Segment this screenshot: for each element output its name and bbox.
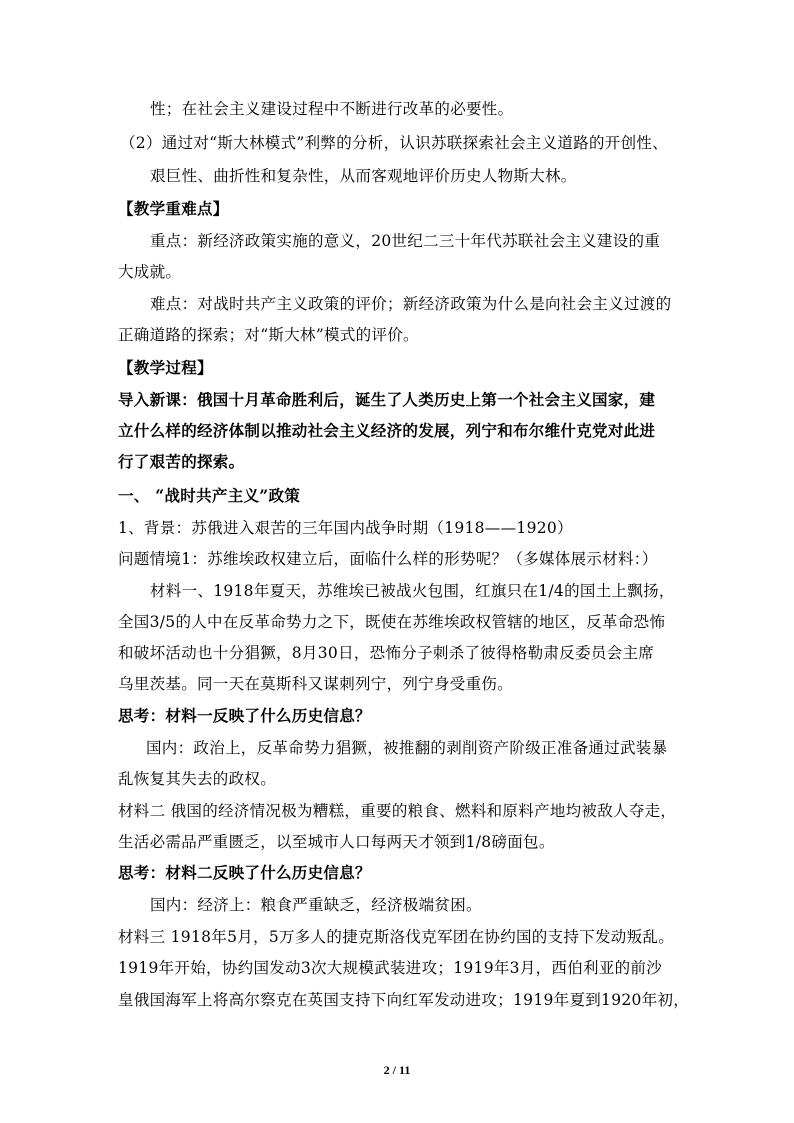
text-line: 国内：政治上，反革命势力猖獗，被推翻的剥削资产阶级正准备通过武装暴	[146, 739, 668, 757]
text-line: 导入新课：俄国十月革命胜利后，诞生了人类历史上第一个社会主义国家，建	[118, 390, 656, 409]
text-line: 难点：对战时共产主义政策的评价；新经济政策为什么是向社会主义过渡的	[150, 295, 672, 313]
text-line: 全国3/5的人中在反革命势力之下，既使在苏维埃政权管辖的地区，反革命恐怖	[118, 613, 666, 631]
text-line: 艰巨性、曲折性和复杂性，从而客观地评价历史人物斯大林。	[150, 167, 577, 185]
text-line: 正确道路的探索；对“斯大林”模式的评价。	[118, 326, 419, 344]
text-line: 行了艰苦的探索。	[118, 452, 245, 471]
section-heading: 【教学重难点】	[118, 199, 229, 218]
section-heading: 【教学过程】	[118, 358, 213, 377]
text-line: 材料二 俄国的经济情况极为糟糕，重要的粮食、燃料和原料产地均被敌人夺走，	[118, 802, 677, 820]
question-line: 思考：材料二反映了什么历史信息？	[118, 863, 371, 882]
text-line: 生活必需品严重匮乏，以至城市人口每两天才领到1/8磅面包。	[118, 833, 555, 851]
text-line: （2）通过对“斯大林模式”利弊的分析，认识苏联探索社会主义道路的开创性、	[120, 134, 669, 152]
text-line: 乌里茨基。同一天在莫斯科又谋刺列宁，列宁身受重伤。	[118, 675, 514, 693]
subsection-heading: 一、 “战时共产主义”政策	[118, 486, 301, 505]
text-line: 乱恢复其失去的政权。	[118, 770, 277, 788]
text-line: 国内：经济上：粮食严重缺乏，经济极端贫困。	[150, 896, 482, 914]
text-line: 和破坏活动也十分猖獗，8月30日，恐怖分子刺杀了彼得格勒肃反委员会主席	[118, 644, 655, 662]
text-line: 皇俄国海军上将高尔察克在英国支持下向红军发动进攻；1919年夏到1920年初，	[118, 991, 690, 1009]
page-number: 2 / 11	[383, 1063, 411, 1077]
text-line: 问题情境1：苏维埃政权建立后，面临什么样的形势呢？（多媒体展示材料：）	[118, 550, 658, 568]
text-line: 重点：新经济政策实施的意义，20世纪二三十年代苏联社会主义建设的重	[150, 232, 661, 250]
text-line: 1919年开始，协约国发动3次大规模武装进攻；1919年3月，西伯利亚的前沙	[118, 959, 663, 977]
text-line: 材料三 1918年5月，5万多人的捷克斯洛伐克军团在协约国的支持下发动叛乱。	[118, 928, 674, 946]
text-line: 1、背景：苏俄进入艰苦的三年国内战争时期（1918——1920）	[118, 519, 573, 537]
text-line: 材料一、1918年夏天，苏维埃已被战火包围，红旗只在1/4的国土上飘扬，	[150, 582, 675, 600]
text-line: 性；在社会主义建设过程中不断进行改革的必要性。	[150, 100, 514, 118]
text-line: 立什么样的经济体制以推动社会主义经济的发展，列宁和布尔维什克党对此进	[118, 421, 656, 440]
text-line: 大成就。	[118, 263, 182, 281]
question-line: 思考：材料一反映了什么历史信息？	[118, 706, 371, 725]
